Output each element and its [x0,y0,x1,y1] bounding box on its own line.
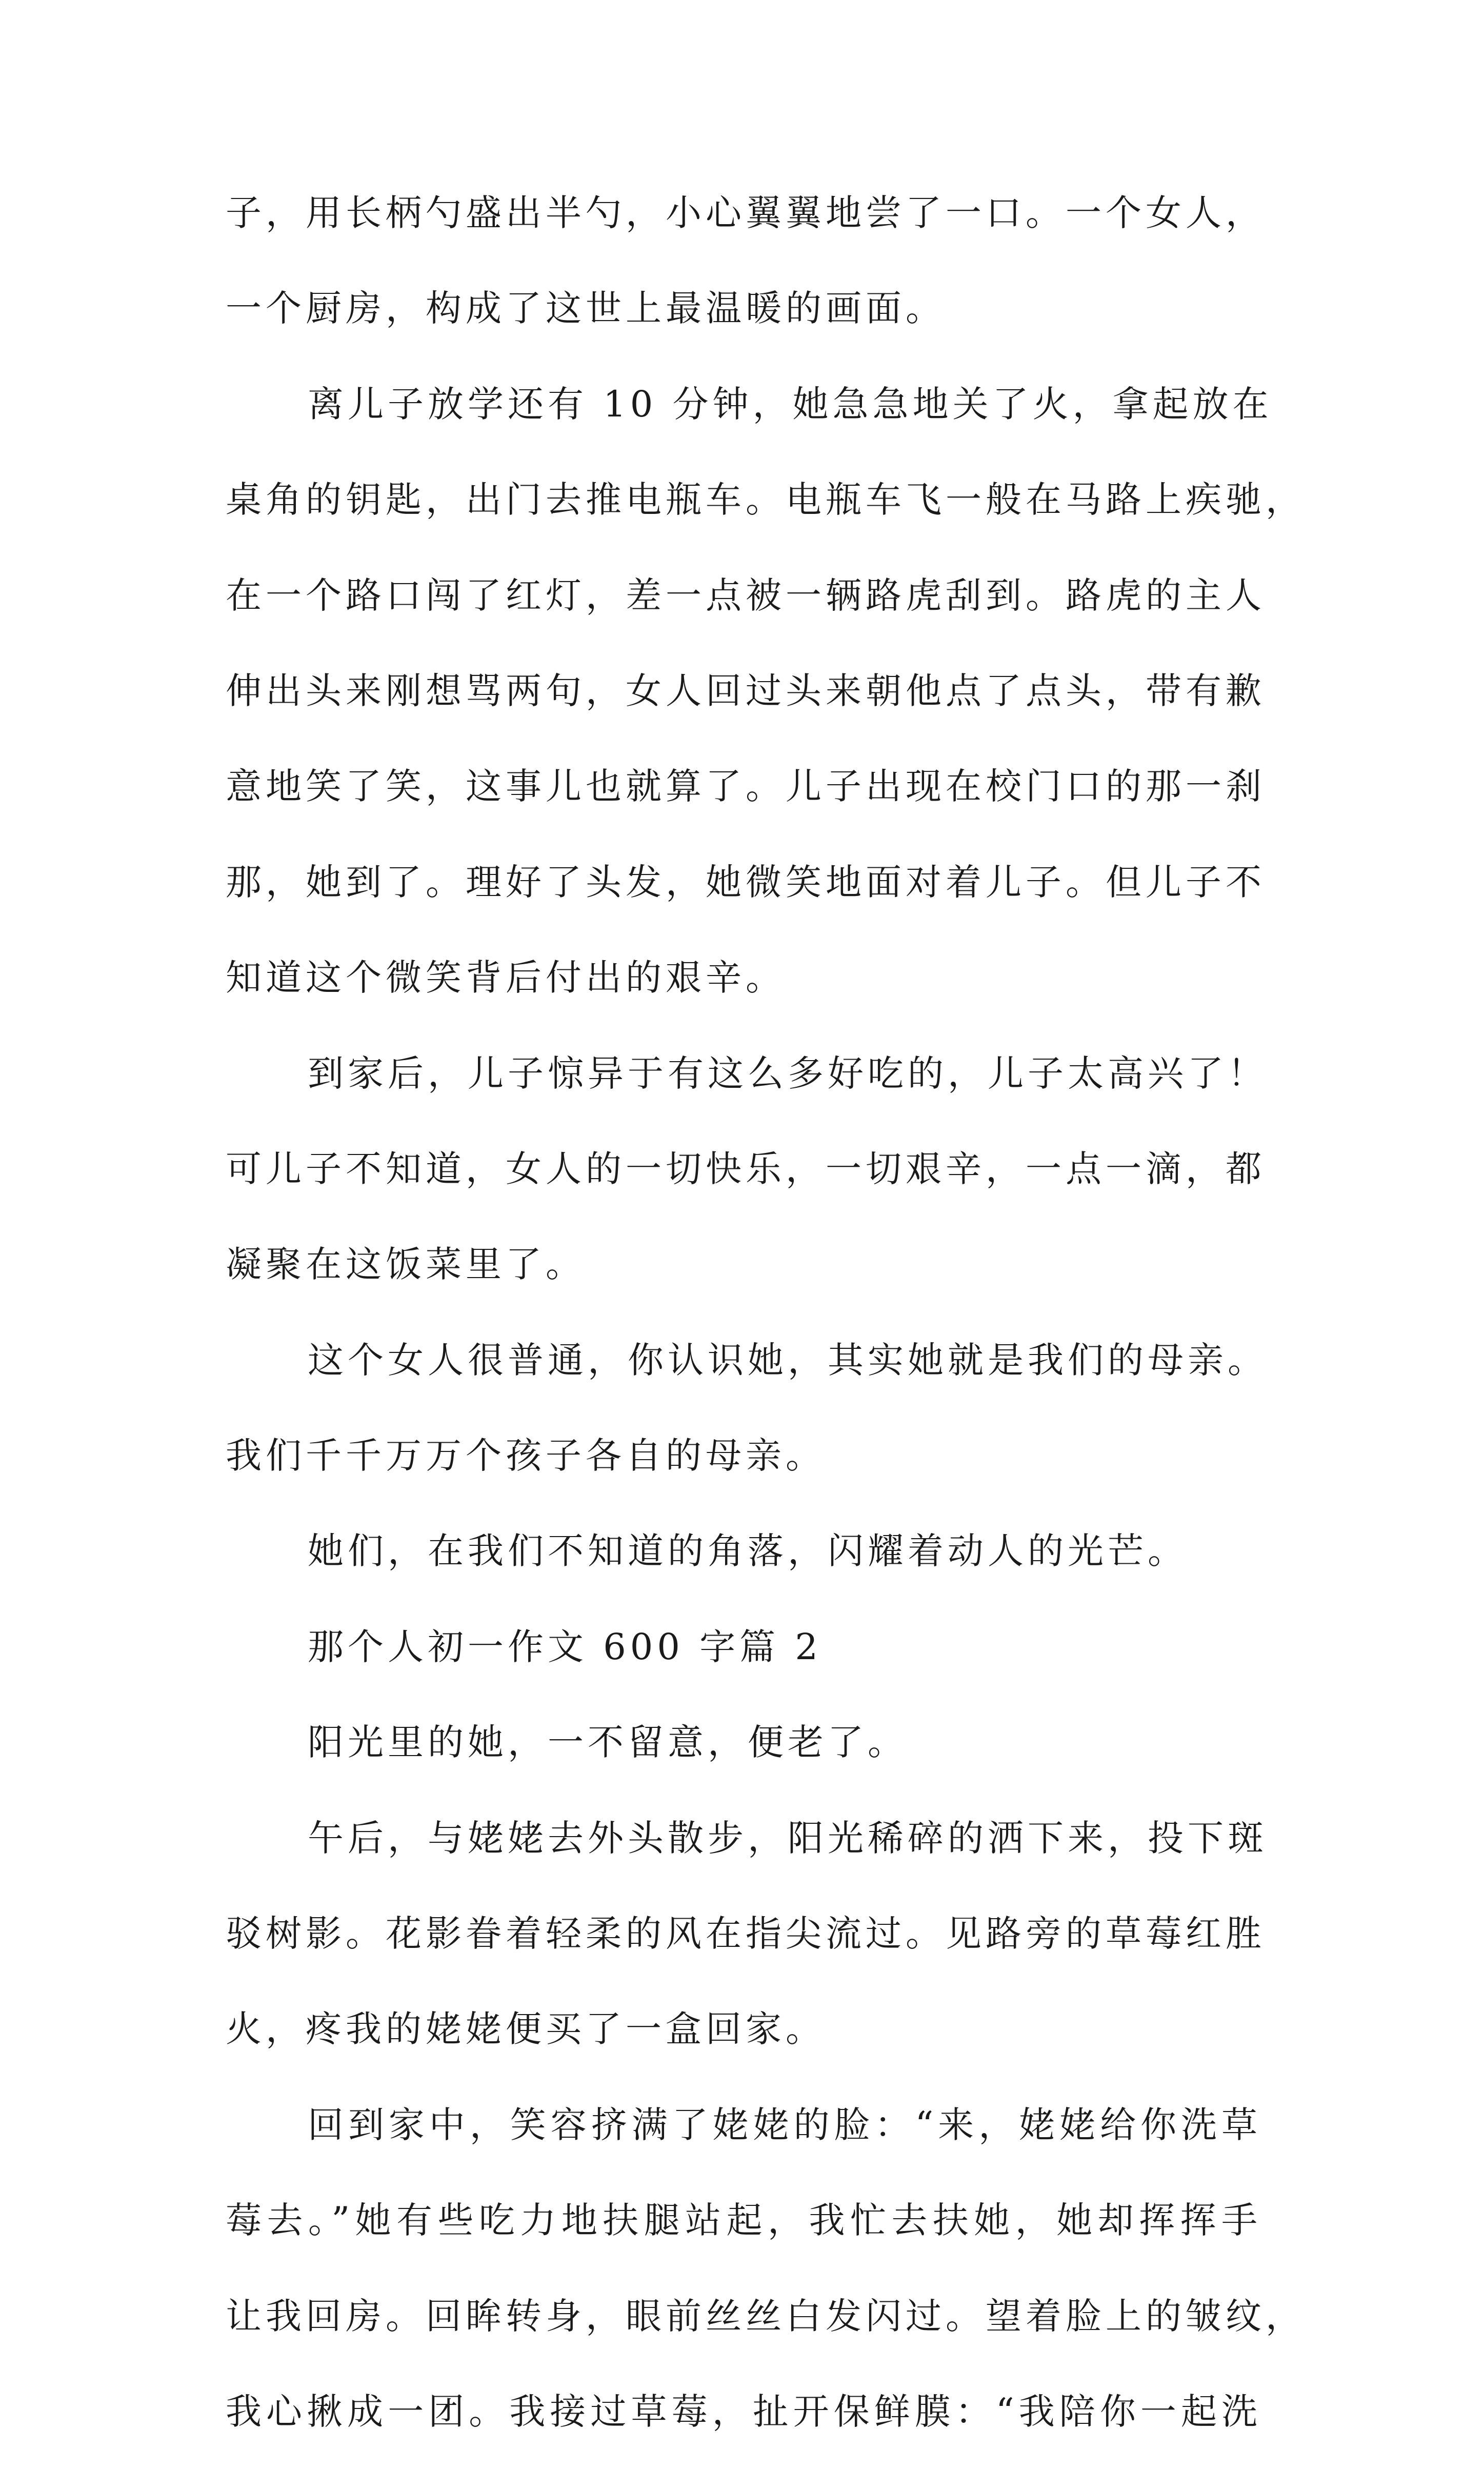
text-line: 她们，在我们不知道的角落，闪耀着动人的光芒。 [308,1530,1188,1572]
text-line: 让我回房。回眸转身，眼前丝丝白发闪过。望着脸上的皱纹， [226,2295,1306,2337]
text-line: 意地笑了笑，这事儿也就算了。儿子出现在校门口的那一刹 [226,765,1266,808]
text-line: 那，她到了。理好了头发，她微笑地面对着儿子。但儿子不 [226,861,1266,903]
text-line: 驳树影。花影眷着轻柔的风在指尖流过。见路旁的草莓红胜 [226,1913,1266,1955]
text-line: 一个厨房，构成了这世上最温暖的画面。 [226,287,946,330]
text-line: 桌角的钥匙，出门去推电瓶车。电瓶车飞一般在马路上疾驰， [226,479,1306,521]
text-line: 我们千千万万个孩子各自的母亲。 [226,1435,826,1477]
text-line: 离儿子放学还有 10 分钟，她急急地关了火，拿起放在 [308,383,1273,425]
essay-text-body [226,192,1306,2489]
text-line: 可儿子不知道，女人的一切快乐，一切艰辛，一点一滴，都 [226,1147,1266,1190]
text-line: 凝聚在这饭菜里了。 [226,1243,586,1286]
text-line: 伸出头来刚想骂两句，女人回过头来朝他点了点头，带有歉 [226,669,1266,712]
text-line: 到家后，儿子惊异于有这么多好吃的，儿子太高兴了！ [308,1052,1268,1094]
text-line: 子，用长柄勺盛出半勺，小心翼翼地尝了一口。一个女人， [226,192,1266,234]
text-line: 这个女人很普通，你认识她，其实她就是我们的母亲。 [308,1339,1268,1381]
text-line: 火，疼我的姥姥便买了一盒回家。 [226,2008,826,2050]
text-line: 午后，与姥姥去外头散步，阳光稀碎的洒下来，投下斑 [308,1817,1268,1859]
text-line: 回到家中，笑容挤满了姥姥的脸：“来，姥姥给你洗草 [308,2103,1261,2146]
text-line: 阳光里的她，一不留意，便老了。 [308,1721,908,1764]
text-line: 在一个路口闯了红灯，差一点被一辆路虎刮到。路虎的主人 [226,574,1266,616]
text-line: 那个人初一作文 600 字篇 2 [308,1625,822,1668]
text-line: 莓去。”她有些吃力地扶腿站起，我忙去扶她，她却挥挥手 [226,2199,1261,2242]
text-line: 我心揪成一团。我接过草莓，扯开保鲜膜：“我陪你一起洗 [226,2390,1261,2433]
text-line: 知道这个微笑背后付出的艰辛。 [226,957,786,999]
